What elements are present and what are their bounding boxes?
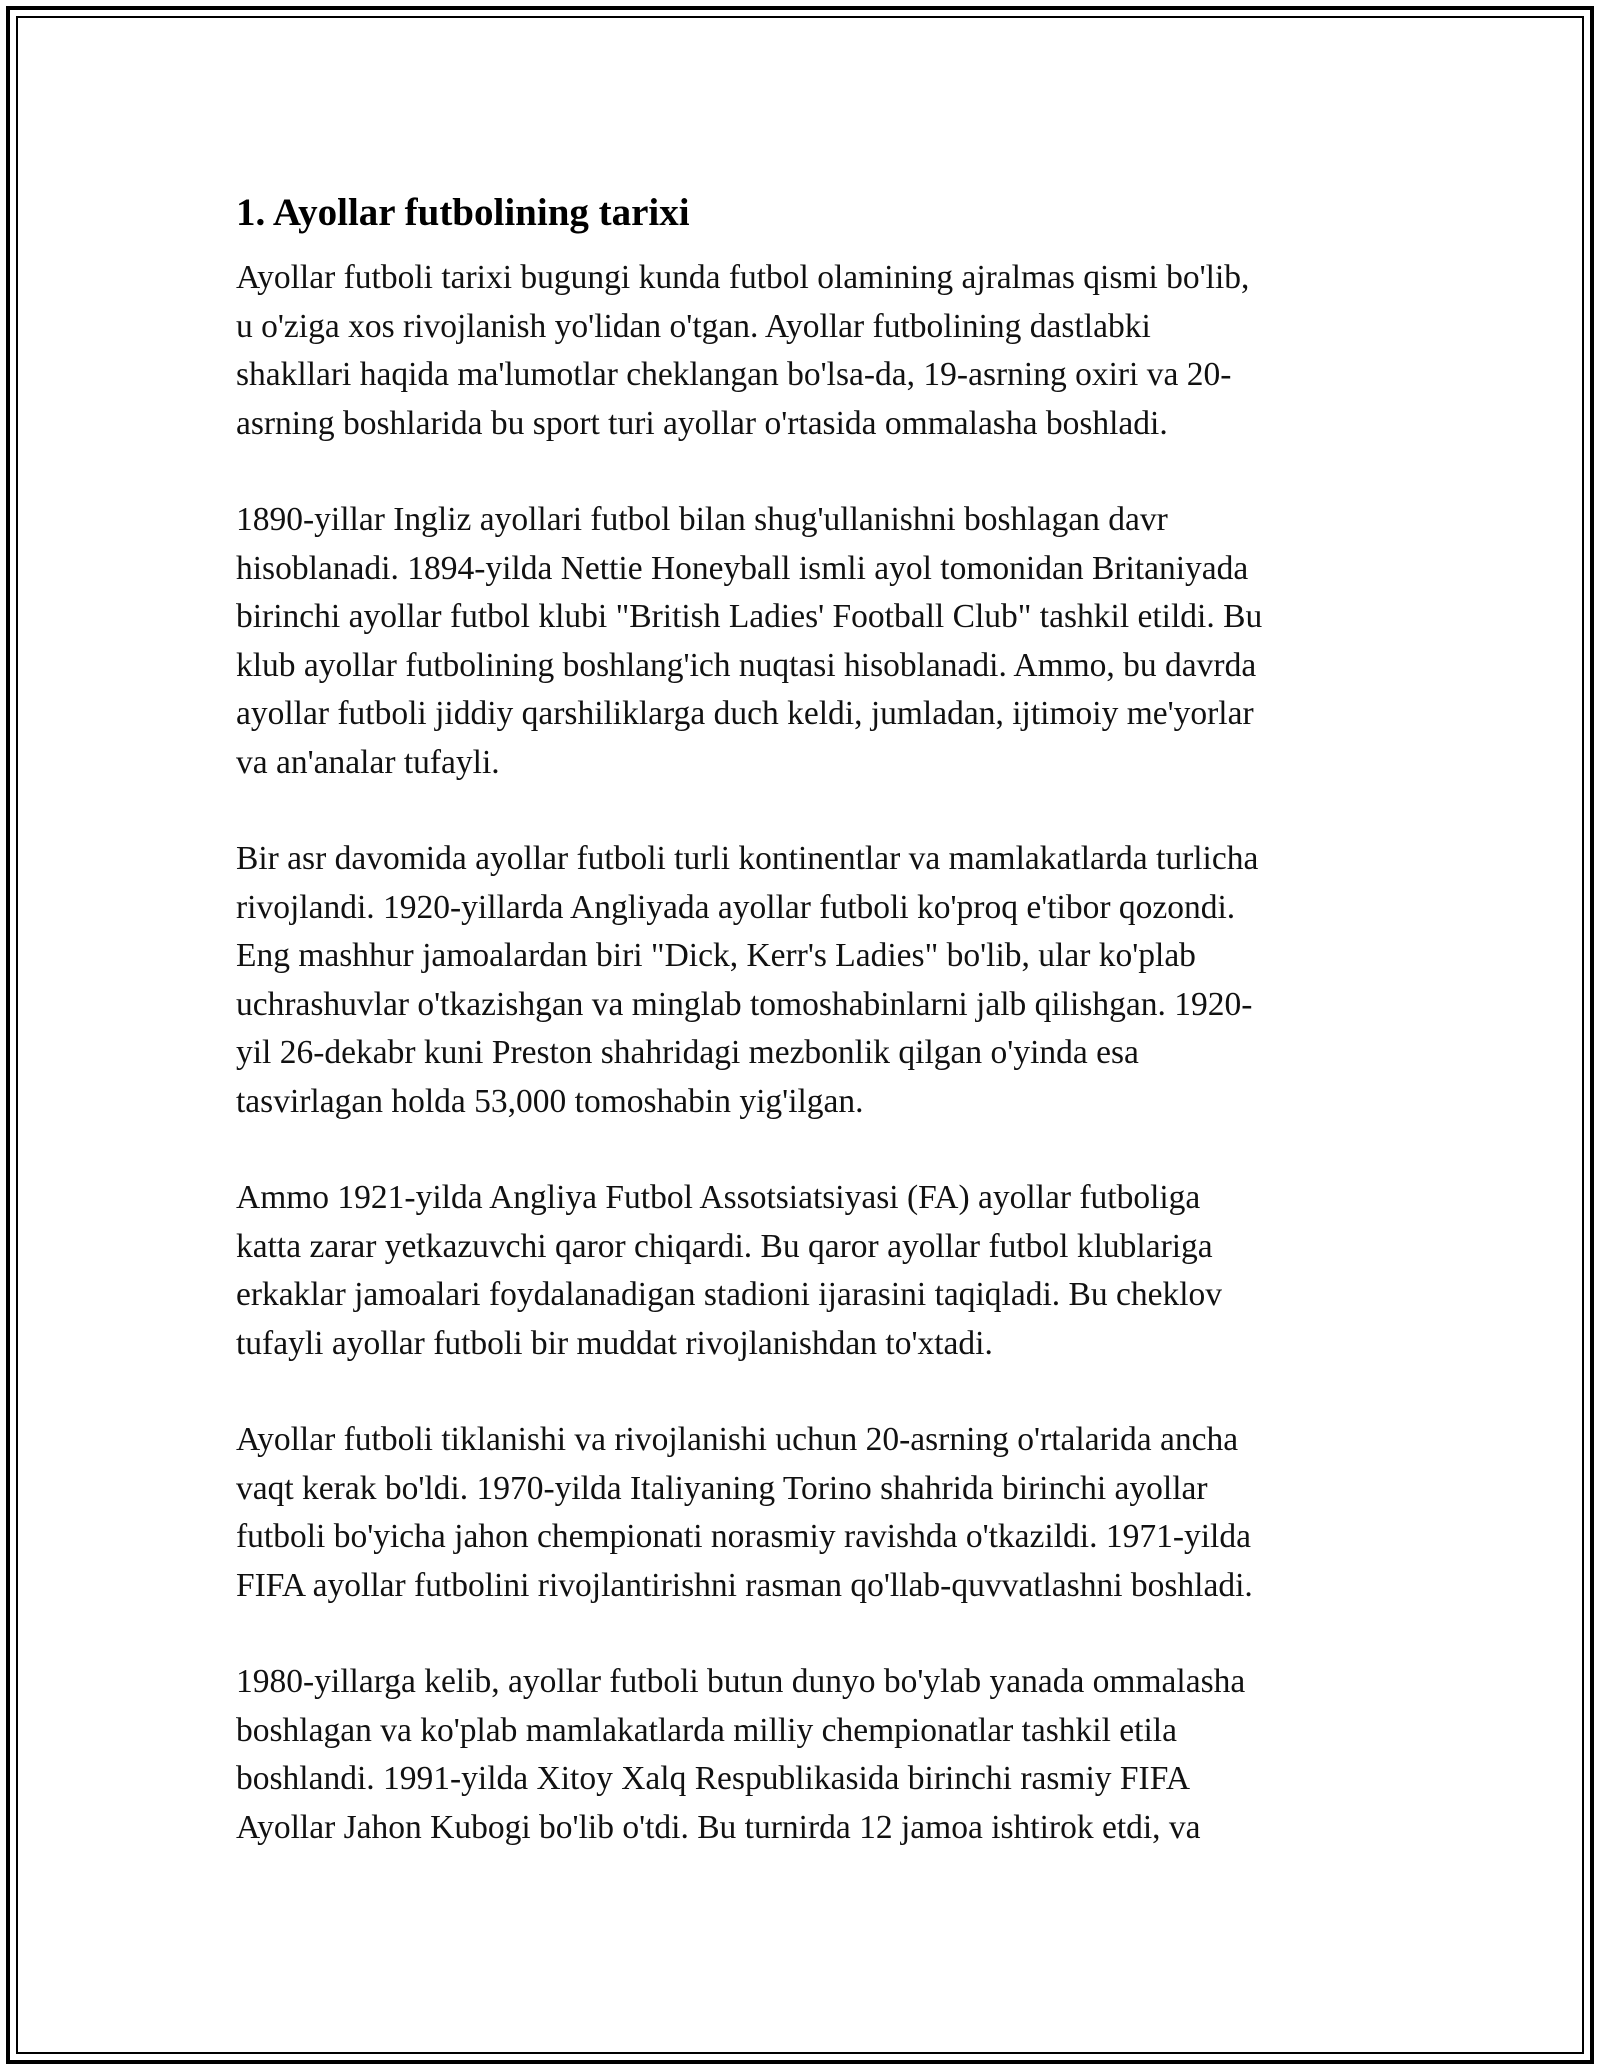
document-body xyxy=(236,186,1366,1900)
text-line: Ammo 1921-yilda Angliya Futbol Assotsiatsiyasi (FA) ayollar futboliga xyxy=(236,1179,1201,1216)
text-line: va an'analar tufayli. xyxy=(236,743,500,781)
text-line: asrning boshlarida bu sport turi ayollar o'rtasida ommalasha boshladi. xyxy=(236,404,1168,442)
text-line: Ayollar futboli tiklanishi va rivojlanishi uchun 20-asrning o'rtalarida ancha xyxy=(236,1421,1239,1458)
paragraph xyxy=(236,1658,1366,1852)
text-line: birinchi ayollar futbol klubi "British Ladies' Football Club" tashkil etildi. Bu xyxy=(236,598,1263,635)
text-line: yil 26-dekabr kuni Preston shahridagi mezbonlik qilgan o'yinda esa xyxy=(236,1034,1139,1071)
text-line: ayollar futboli jiddiy qarshiliklarga duch keldi, jumladan, ijtimoiy me'yorlar xyxy=(236,695,1254,732)
text-line: tufayli ayollar futboli bir muddat rivojlanishdan to'xtadi. xyxy=(236,1324,993,1362)
text-line: hisoblanadi. 1894-yilda Nettie Honeyball ismli ayol tomonidan Britaniyada xyxy=(236,549,1249,587)
paragraph xyxy=(236,1174,1366,1368)
section-title: 1. Ayollar futbolining tarixi xyxy=(236,191,690,234)
text-line: shakllari haqida ma'lumotlar cheklangan bo'lsa-da, 19-asrning oxiri va 20- xyxy=(236,356,1232,393)
text-line: Eng mashhur jamoalardan biri "Dick, Kerr's Ladies" bo'lib, ular ko'plab xyxy=(236,937,1196,974)
paragraph xyxy=(236,1416,1366,1610)
text-line: klub ayollar futbolining boshlang'ich nuqtasi hisoblanadi. Ammo, bu davrda xyxy=(236,646,1257,684)
text-line: 1980-yillarga kelib, ayollar futboli butun dunyo bo'ylab yanada ommalasha xyxy=(236,1663,1246,1700)
text-line: katta zarar yetkazuvchi qaror chiqardi. Bu qaror ayollar futbol klublariga xyxy=(236,1227,1213,1265)
text-line: futboli bo'yicha jahon chempionati norasmiy ravishda o'tkazildi. 1971-yilda xyxy=(236,1518,1251,1555)
text-line: Ayollar futboli tarixi bugungi kunda futbol olamining ajralmas qismi bo'lib, xyxy=(236,259,1250,296)
text-line: 1890-yillar Ingliz ayollari futbol bilan shug'ullanishni boshlagan davr xyxy=(236,501,1168,538)
text-line: FIFA ayollar futbolini rivojlantirishni rasman qo'llab-quvvatlashni boshladi. xyxy=(236,1566,1253,1604)
text-line: tasvirlagan holda 53,000 tomoshabin yig'ilgan. xyxy=(236,1082,864,1120)
text-line: boshlagan va ko'plab mamlakatlarda milliy chempionatlar tashkil etila xyxy=(236,1711,1177,1749)
text-line: vaqt kerak bo'ldi. 1970-yilda Italiyaning Torino shahrida birinchi ayollar xyxy=(236,1469,1208,1507)
paragraph xyxy=(236,254,1366,448)
text-line: u o'ziga xos rivojlanish yo'lidan o'tgan. Ayollar futbolining dastlabki xyxy=(236,307,1151,345)
text-line: uchrashuvlar o'tkazishgan va minglab tomoshabinlarni jalb qilishgan. 1920- xyxy=(236,985,1253,1023)
text-line: rivojlandi. 1920-yillarda Angliyada ayollar futboli ko'proq e'tibor qozondi. xyxy=(236,888,1236,926)
text-line: erkaklar jamoalari foydalanadigan stadioni ijarasini taqiqladi. Bu cheklov xyxy=(236,1276,1223,1313)
text-line: Bir asr davomida ayollar futboli turli kontinentlar va mamlakatlarda turlicha xyxy=(236,840,1259,877)
text-line: Ayollar Jahon Kubogi bo'lib o'tdi. Bu turnirda 12 jamoa ishtirok etdi, va xyxy=(236,1808,1201,1846)
paragraph xyxy=(236,496,1366,787)
paragraph xyxy=(236,835,1366,1126)
text-line: boshlandi. 1991-yilda Xitoy Xalq Respublikasida birinchi rasmiy FIFA xyxy=(236,1760,1191,1797)
